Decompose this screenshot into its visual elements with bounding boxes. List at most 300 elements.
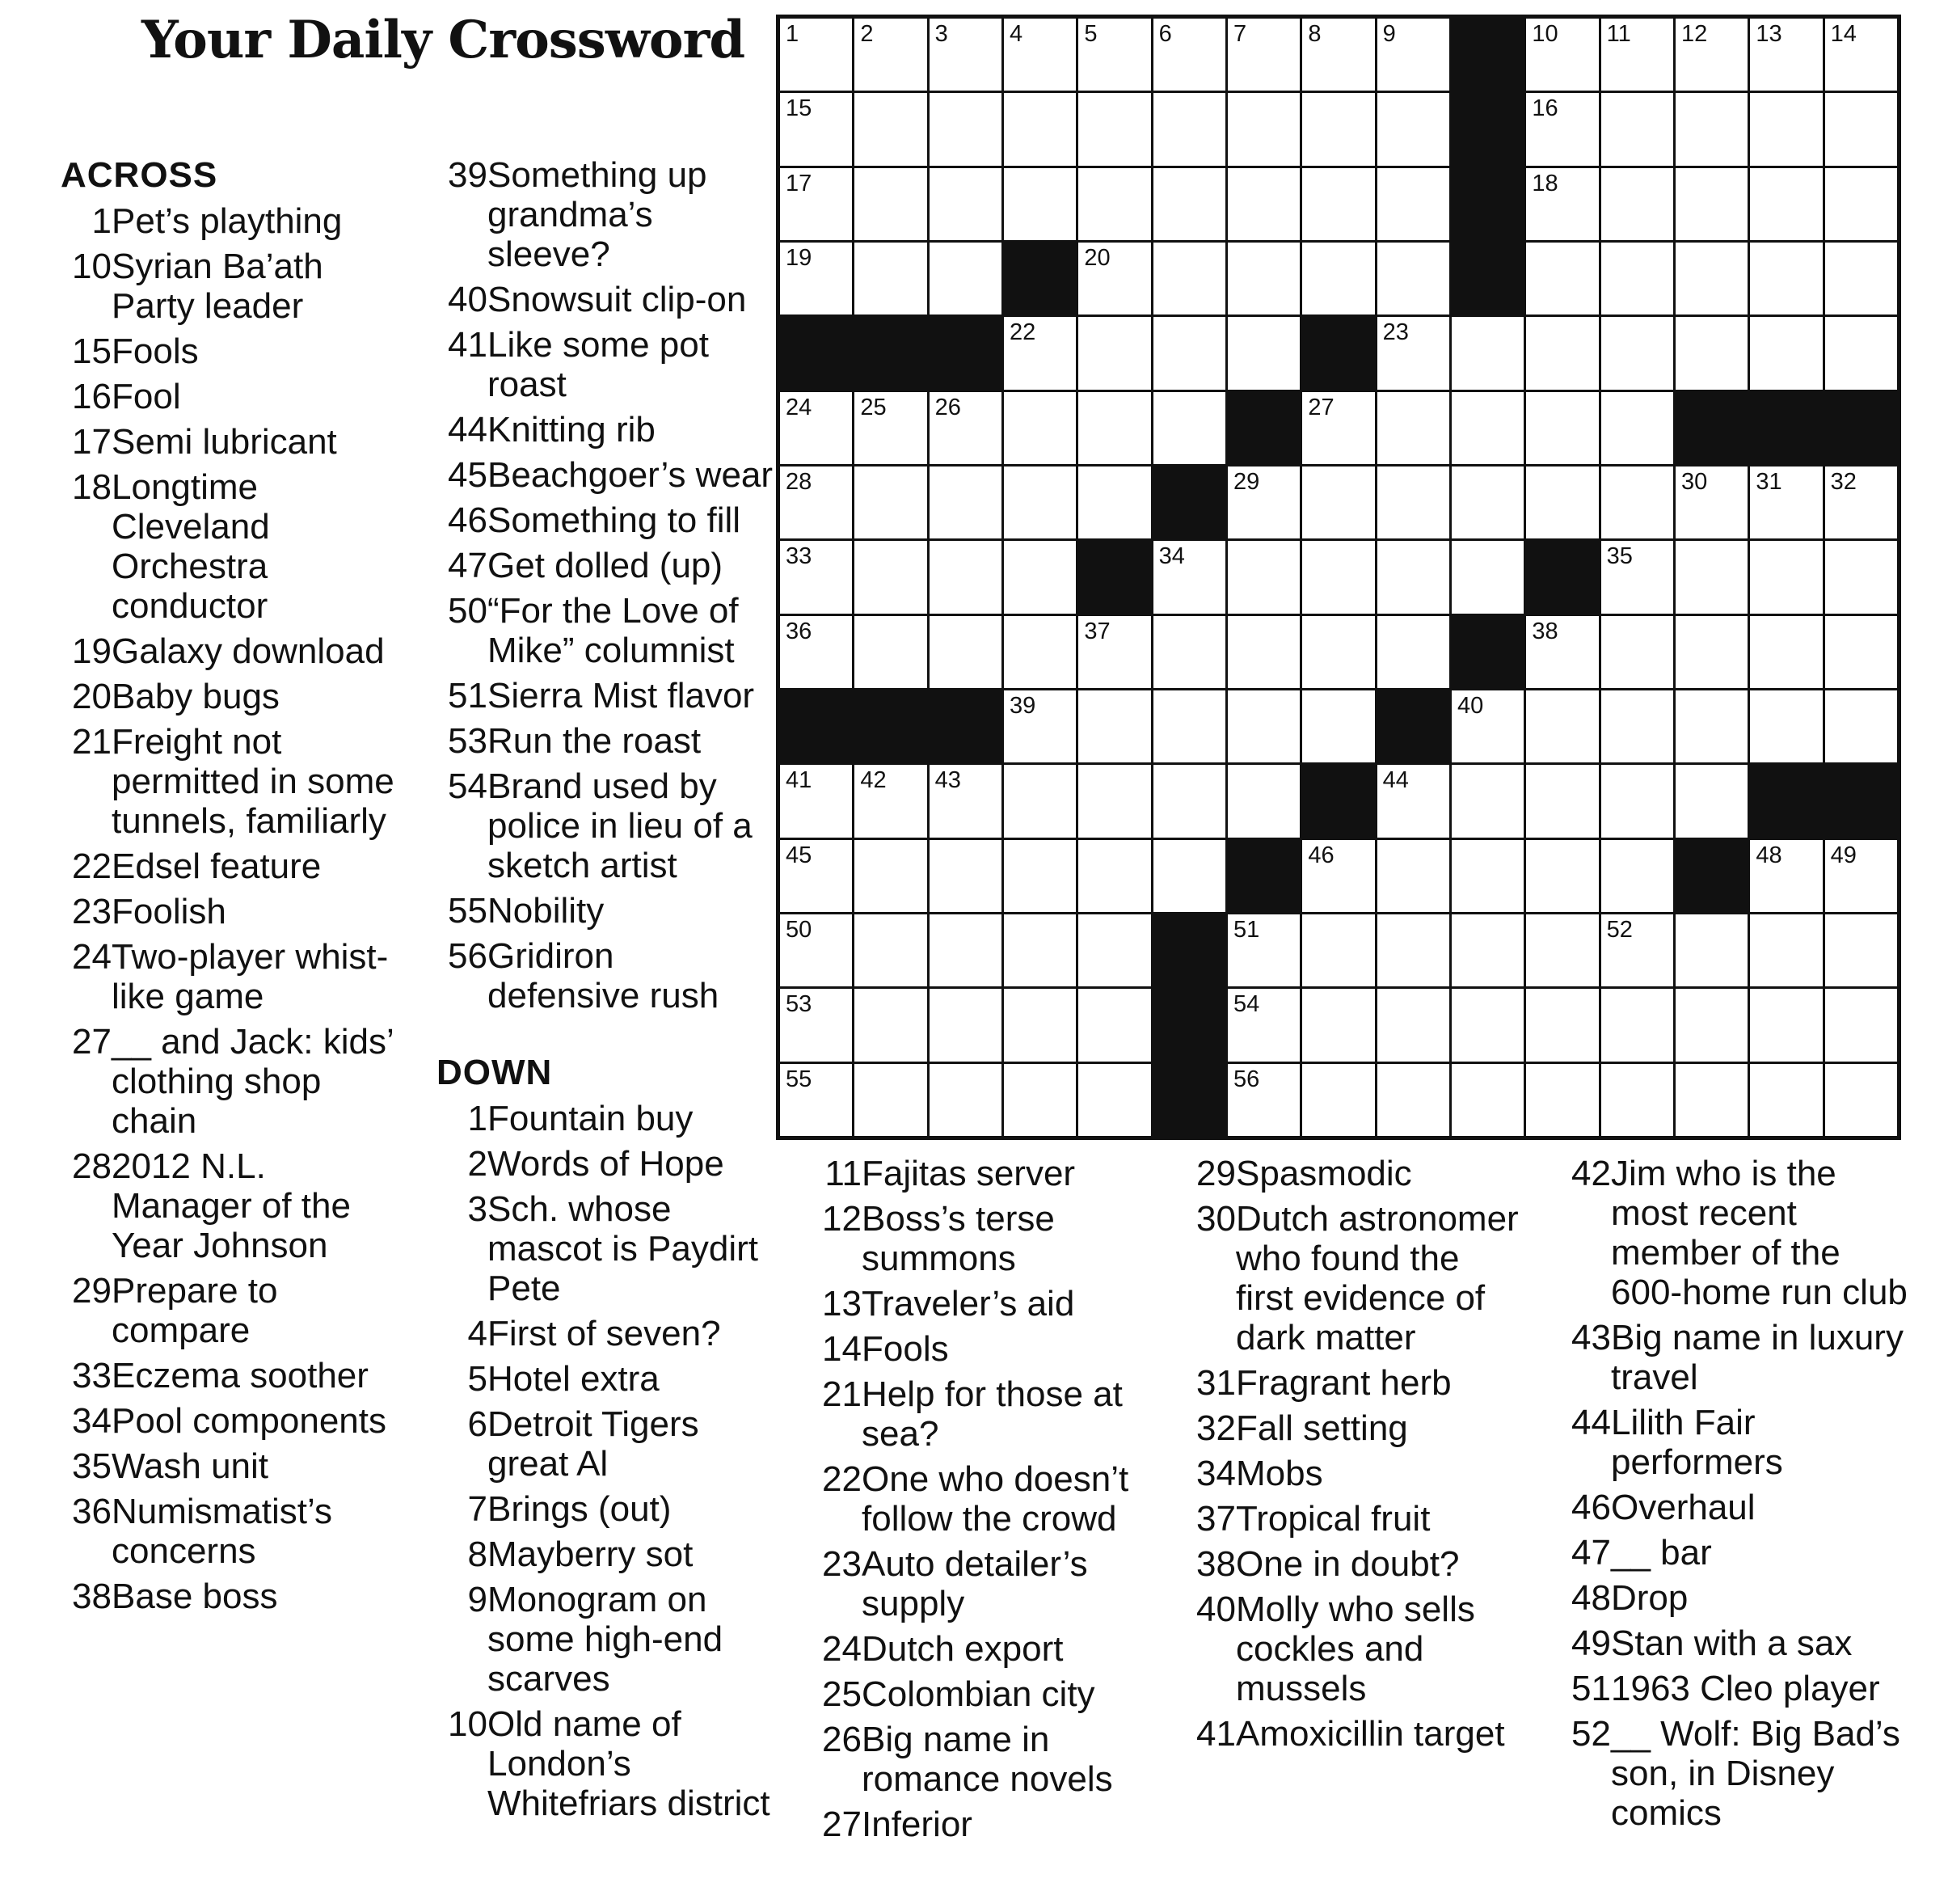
cell-number: 43 <box>934 767 961 794</box>
grid-cell[interactable] <box>1228 765 1300 837</box>
grid-cell[interactable] <box>1452 840 1524 912</box>
grid-cell[interactable] <box>1825 840 1897 912</box>
grid-cell[interactable] <box>1825 989 1897 1061</box>
grid-cell[interactable] <box>1228 19 1300 91</box>
down-clue <box>811 1629 1150 1669</box>
clue-number: 54 <box>448 766 487 806</box>
grid-cell[interactable] <box>780 541 852 613</box>
grid-cell[interactable] <box>1601 616 1673 688</box>
grid-cell[interactable] <box>854 840 926 912</box>
down-clue <box>1560 1623 1916 1663</box>
grid-cell[interactable] <box>1377 19 1449 91</box>
grid-cell[interactable] <box>1825 243 1897 315</box>
grid-cell[interactable] <box>1601 93 1673 165</box>
grid-cell[interactable] <box>1452 392 1524 464</box>
grid-cell[interactable] <box>1004 616 1076 688</box>
grid-cell[interactable] <box>1452 914 1524 986</box>
down-clue <box>436 1404 776 1484</box>
black-square <box>1228 392 1300 464</box>
grid-cell[interactable] <box>780 93 852 165</box>
grid-cell[interactable] <box>854 1064 926 1136</box>
clue-text: One who doesn’t follow the crowd <box>862 1459 1129 1539</box>
grid-cell[interactable] <box>1377 541 1449 613</box>
down-clue <box>1185 1454 1524 1493</box>
grid-cell[interactable] <box>1228 168 1300 240</box>
grid-cell[interactable] <box>1377 914 1449 986</box>
grid-cell[interactable] <box>1750 690 1822 762</box>
clue-number: 23 <box>822 1544 862 1584</box>
grid-cell[interactable] <box>1526 690 1598 762</box>
grid-cell[interactable] <box>1526 765 1598 837</box>
clue-text: Monogram on some high-end scarves <box>487 1580 723 1699</box>
grid-cell[interactable] <box>1377 989 1449 1061</box>
grid-cell[interactable] <box>1526 467 1598 538</box>
grid-cell[interactable] <box>1601 317 1673 389</box>
grid-cell[interactable] <box>1676 467 1748 538</box>
grid-cell[interactable] <box>930 989 1001 1061</box>
grid-cell[interactable] <box>1825 914 1897 986</box>
grid-cell[interactable] <box>1452 989 1524 1061</box>
grid-cell[interactable] <box>930 616 1001 688</box>
down-clue <box>436 1704 776 1823</box>
grid-cell[interactable] <box>854 616 926 688</box>
cell-number: 18 <box>1532 170 1558 196</box>
clue-text: Like some pot roast <box>487 325 709 404</box>
grid-cell[interactable] <box>1078 989 1150 1061</box>
grid-cell[interactable] <box>1452 765 1524 837</box>
grid-cell[interactable] <box>1750 840 1822 912</box>
grid-cell[interactable] <box>1750 93 1822 165</box>
grid-cell[interactable] <box>854 989 926 1061</box>
grid-cell[interactable] <box>1750 467 1822 538</box>
grid-cell[interactable] <box>854 243 926 315</box>
clue-number: 11 <box>824 1154 862 1193</box>
grid-cell[interactable] <box>1750 317 1822 389</box>
grid-cell[interactable] <box>1825 690 1897 762</box>
grid-cell[interactable] <box>930 541 1001 613</box>
down-clue <box>811 1544 1150 1623</box>
cell-number: 33 <box>786 543 812 570</box>
clue-number: 22 <box>822 1459 862 1499</box>
grid-cell[interactable] <box>1004 467 1076 538</box>
grid-cell[interactable] <box>854 914 926 986</box>
grid-cell[interactable] <box>1302 840 1374 912</box>
grid-cell[interactable] <box>1526 914 1598 986</box>
grid-cell[interactable] <box>1825 1064 1897 1136</box>
grid-cell[interactable] <box>1750 19 1822 91</box>
black-square <box>1153 1064 1225 1136</box>
clue-text: Eczema soother <box>112 1356 369 1395</box>
down-clue <box>1560 1154 1916 1312</box>
grid-cell[interactable] <box>1750 1064 1822 1136</box>
grid-cell[interactable] <box>1302 467 1374 538</box>
across-clue <box>436 591 776 670</box>
cell-number: 34 <box>1158 543 1185 570</box>
grid-cell[interactable] <box>1228 93 1300 165</box>
clue-text: Sch. whose mascot is Paydirt Pete <box>487 1189 758 1308</box>
down-clue <box>1560 1669 1916 1708</box>
cell-number: 36 <box>786 618 812 644</box>
grid-cell[interactable] <box>930 19 1001 91</box>
grid-cell[interactable] <box>854 19 926 91</box>
grid-cell[interactable] <box>1078 317 1150 389</box>
grid-cell[interactable] <box>1153 168 1225 240</box>
grid-cell[interactable] <box>1228 690 1300 762</box>
cell-number: 44 <box>1382 767 1409 794</box>
clue-text: Amoxicillin target <box>1236 1714 1505 1754</box>
grid-cell[interactable] <box>1526 616 1598 688</box>
grid-cell[interactable] <box>1153 765 1225 837</box>
clue-number: 41 <box>1196 1714 1236 1754</box>
grid-cell[interactable] <box>1526 989 1598 1061</box>
grid-cell[interactable] <box>1825 541 1897 613</box>
black-square <box>1153 467 1225 538</box>
grid-cell[interactable] <box>1228 616 1300 688</box>
grid-cell[interactable] <box>1377 93 1449 165</box>
grid-cell[interactable] <box>1078 392 1150 464</box>
cell-number: 22 <box>1010 319 1036 346</box>
grid-cell[interactable] <box>1526 93 1598 165</box>
grid-cell[interactable] <box>1228 243 1300 315</box>
down-clue <box>811 1674 1150 1714</box>
grid-cell[interactable] <box>1004 541 1076 613</box>
grid-cell[interactable] <box>1526 392 1598 464</box>
grid-cell[interactable] <box>1601 243 1673 315</box>
grid-cell[interactable] <box>1153 690 1225 762</box>
grid-cell[interactable] <box>1526 19 1598 91</box>
grid-cell[interactable] <box>1153 541 1225 613</box>
grid-cell[interactable] <box>1601 690 1673 762</box>
black-square <box>1302 317 1374 389</box>
across-clue <box>436 891 776 931</box>
clue-text: Sierra Mist flavor <box>487 676 755 716</box>
clue-text: Dutch astronomer who found the first evidence of dark matter <box>1236 1199 1519 1357</box>
clue-text: Beachgoer’s wear <box>487 455 774 495</box>
grid-cell[interactable] <box>1526 317 1598 389</box>
down-clue <box>436 1314 776 1353</box>
grid-cell[interactable] <box>1078 765 1150 837</box>
grid-cell[interactable] <box>854 392 926 464</box>
grid-cell[interactable] <box>780 840 852 912</box>
down-clue <box>811 1374 1150 1454</box>
black-square <box>930 690 1001 762</box>
grid-cell[interactable] <box>1825 467 1897 538</box>
grid-cell[interactable] <box>930 93 1001 165</box>
grid-cell[interactable] <box>854 168 926 240</box>
clue-text: Snowsuit clip-on <box>487 280 747 319</box>
grid-cell[interactable] <box>1228 989 1300 1061</box>
cell-number: 8 <box>1308 21 1322 47</box>
grid-cell[interactable] <box>1078 168 1150 240</box>
grid-cell[interactable] <box>1452 690 1524 762</box>
grid-cell[interactable] <box>780 1064 852 1136</box>
grid-cell[interactable] <box>1078 1064 1150 1136</box>
grid-cell[interactable] <box>1601 765 1673 837</box>
grid-cell[interactable] <box>1078 840 1150 912</box>
grid-cell[interactable] <box>1452 1064 1524 1136</box>
black-square <box>1452 19 1524 91</box>
grid-cell[interactable] <box>1004 1064 1076 1136</box>
grid-cell[interactable] <box>1601 19 1673 91</box>
grid-cell[interactable] <box>854 541 926 613</box>
grid-cell[interactable] <box>1750 616 1822 688</box>
clue-number: 16 <box>72 377 112 416</box>
grid-cell[interactable] <box>1526 168 1598 240</box>
clue-number: 31 <box>1196 1363 1236 1403</box>
grid-cell[interactable] <box>930 467 1001 538</box>
grid-cell[interactable] <box>1377 765 1449 837</box>
clue-text: Get dolled (up) <box>487 546 723 585</box>
grid-cell[interactable] <box>1153 19 1225 91</box>
grid-cell[interactable] <box>1078 19 1150 91</box>
grid-cell[interactable] <box>780 914 852 986</box>
cell-number: 16 <box>1532 95 1558 122</box>
grid-cell[interactable] <box>1078 93 1150 165</box>
grid-cell[interactable] <box>1302 914 1374 986</box>
grid-cell[interactable] <box>1750 914 1822 986</box>
black-square <box>930 317 1001 389</box>
clue-number: 3 <box>467 1189 487 1229</box>
grid-cell[interactable] <box>930 168 1001 240</box>
grid-cell[interactable] <box>1452 317 1524 389</box>
grid-cell[interactable] <box>1377 392 1449 464</box>
grid-cell[interactable] <box>1750 243 1822 315</box>
across-clue <box>61 1356 400 1395</box>
clue-text: First of seven? <box>487 1314 721 1353</box>
grid-cell[interactable] <box>1676 616 1748 688</box>
grid-cell[interactable] <box>1601 1064 1673 1136</box>
black-square <box>1526 541 1598 613</box>
grid-cell[interactable] <box>1676 317 1748 389</box>
grid-cell[interactable] <box>1377 243 1449 315</box>
grid-cell[interactable] <box>1377 467 1449 538</box>
down-clue <box>436 1189 776 1308</box>
grid-cell[interactable] <box>1153 392 1225 464</box>
cell-number: 3 <box>934 21 948 47</box>
cell-number: 6 <box>1158 21 1172 47</box>
grid-cell[interactable] <box>1302 616 1374 688</box>
grid-cell[interactable] <box>1601 989 1673 1061</box>
cell-number: 35 <box>1606 543 1633 570</box>
grid-cell[interactable] <box>1078 467 1150 538</box>
grid-cell[interactable] <box>1228 914 1300 986</box>
grid-cell[interactable] <box>854 467 926 538</box>
across-clue <box>61 937 400 1016</box>
clue-text: Mobs <box>1236 1454 1323 1493</box>
clue-text: “For the Love of Mike” columnist <box>487 591 739 670</box>
down-clue <box>811 1284 1150 1324</box>
grid-cell[interactable] <box>1153 93 1225 165</box>
grid-cell[interactable] <box>1750 168 1822 240</box>
across-clue <box>61 722 400 841</box>
grid-cell[interactable] <box>1377 168 1449 240</box>
grid-cell[interactable] <box>1004 93 1076 165</box>
grid-cell[interactable] <box>1452 541 1524 613</box>
grid-cell[interactable] <box>780 392 852 464</box>
grid-cell[interactable] <box>1377 317 1449 389</box>
grid-cell[interactable] <box>1302 243 1374 315</box>
grid-cell[interactable] <box>1750 989 1822 1061</box>
grid-cell[interactable] <box>780 467 852 538</box>
grid-cell[interactable] <box>1750 541 1822 613</box>
across-list-part-1 <box>61 201 400 1616</box>
cell-number: 39 <box>1010 693 1036 719</box>
clue-column-1 <box>61 155 400 1622</box>
clue-number: 23 <box>72 892 112 931</box>
grid-cell[interactable] <box>1676 1064 1748 1136</box>
grid-cell[interactable] <box>1676 19 1748 91</box>
clue-number: 49 <box>1571 1623 1611 1663</box>
grid-cell[interactable] <box>1377 616 1449 688</box>
grid-cell[interactable] <box>1004 392 1076 464</box>
clue-number: 38 <box>1196 1544 1236 1584</box>
grid-cell[interactable] <box>930 1064 1001 1136</box>
grid-cell[interactable] <box>930 243 1001 315</box>
black-square <box>854 690 926 762</box>
across-clue <box>436 410 776 450</box>
across-clue <box>61 1271 400 1350</box>
grid-cell[interactable] <box>1004 765 1076 837</box>
grid-cell[interactable] <box>1078 243 1150 315</box>
clue-text: Brings (out) <box>487 1489 672 1529</box>
grid-cell[interactable] <box>1676 690 1748 762</box>
grid-cell[interactable] <box>1004 840 1076 912</box>
clue-text: Tropical fruit <box>1236 1499 1431 1539</box>
grid-cell[interactable] <box>1078 616 1150 688</box>
grid-cell[interactable] <box>930 840 1001 912</box>
grid-cell[interactable] <box>1601 840 1673 912</box>
grid-cell[interactable] <box>1153 317 1225 389</box>
grid-cell[interactable] <box>780 243 852 315</box>
grid-cell[interactable] <box>930 392 1001 464</box>
grid-cell[interactable] <box>1302 19 1374 91</box>
grid-cell[interactable] <box>1676 168 1748 240</box>
grid-cell[interactable] <box>1228 317 1300 389</box>
grid-cell[interactable] <box>1526 840 1598 912</box>
grid-cell[interactable] <box>1601 541 1673 613</box>
grid-cell[interactable] <box>1004 317 1076 389</box>
clue-number: 26 <box>822 1720 862 1759</box>
grid-cell[interactable] <box>1825 19 1897 91</box>
cell-number: 9 <box>1382 21 1396 47</box>
grid-cell[interactable] <box>1302 989 1374 1061</box>
clue-number: 40 <box>448 280 487 319</box>
grid-cell[interactable] <box>1302 1064 1374 1136</box>
clue-text: 2012 N.L. Manager of the Year Johnson <box>112 1146 351 1265</box>
grid-cell[interactable] <box>1676 989 1748 1061</box>
grid-cell[interactable] <box>780 989 852 1061</box>
grid-cell[interactable] <box>780 19 852 91</box>
cell-number: 51 <box>1233 917 1260 943</box>
grid-cell[interactable] <box>1601 467 1673 538</box>
grid-cell[interactable] <box>1004 690 1076 762</box>
clue-number: 42 <box>1571 1154 1611 1193</box>
grid-cell[interactable] <box>1302 93 1374 165</box>
grid-cell[interactable] <box>854 765 926 837</box>
grid-cell[interactable] <box>1601 914 1673 986</box>
grid-cell[interactable] <box>780 616 852 688</box>
cell-number: 15 <box>786 95 812 122</box>
black-square <box>1153 914 1225 986</box>
down-clue <box>1185 1544 1524 1584</box>
cell-number: 4 <box>1010 21 1023 47</box>
clue-text: Something to fill <box>487 500 741 540</box>
grid-cell[interactable] <box>1302 392 1374 464</box>
clue-number: 37 <box>1196 1499 1236 1539</box>
grid-cell[interactable] <box>1377 840 1449 912</box>
grid-cell[interactable] <box>1676 541 1748 613</box>
clue-text: __ bar <box>1611 1533 1712 1573</box>
clue-number: 19 <box>72 631 112 671</box>
grid-cell[interactable] <box>930 765 1001 837</box>
grid-cell[interactable] <box>1004 19 1076 91</box>
grid-cell[interactable] <box>1825 168 1897 240</box>
grid-cell[interactable] <box>1302 168 1374 240</box>
clue-column-4 <box>1185 1154 1524 1759</box>
black-square <box>780 690 852 762</box>
grid-cell[interactable] <box>1676 243 1748 315</box>
grid-cell[interactable] <box>780 765 852 837</box>
grid-cell[interactable] <box>1825 317 1897 389</box>
grid-cell[interactable] <box>1825 93 1897 165</box>
grid-cell[interactable] <box>1153 840 1225 912</box>
clue-text: Two-player whist-like game <box>112 937 389 1016</box>
grid-cell[interactable] <box>1078 914 1150 986</box>
grid-cell[interactable] <box>1526 1064 1598 1136</box>
across-clue <box>61 377 400 416</box>
grid-cell[interactable] <box>854 93 926 165</box>
grid-cell[interactable] <box>1004 914 1076 986</box>
grid-cell[interactable] <box>1526 243 1598 315</box>
grid-cell[interactable] <box>1004 989 1076 1061</box>
clue-text: Edsel feature <box>112 846 322 886</box>
grid-cell[interactable] <box>930 914 1001 986</box>
grid-cell[interactable] <box>1153 616 1225 688</box>
grid-cell[interactable] <box>1228 541 1300 613</box>
down-clue <box>1185 1589 1524 1708</box>
down-clue <box>811 1199 1150 1278</box>
grid-cell[interactable] <box>1825 616 1897 688</box>
grid-cell[interactable] <box>1377 1064 1449 1136</box>
grid-cell[interactable] <box>1601 168 1673 240</box>
grid-cell[interactable] <box>1452 467 1524 538</box>
clue-number: 20 <box>72 677 112 716</box>
grid-cell[interactable] <box>780 168 852 240</box>
grid-cell[interactable] <box>1676 914 1748 986</box>
across-clue <box>436 280 776 319</box>
cell-number: 2 <box>860 21 874 47</box>
clue-text: Mayberry sot <box>487 1535 694 1574</box>
grid-cell[interactable] <box>1601 392 1673 464</box>
grid-cell[interactable] <box>1004 168 1076 240</box>
cell-number: 7 <box>1233 21 1247 47</box>
down-clue <box>1560 1488 1916 1527</box>
grid-cell[interactable] <box>1153 243 1225 315</box>
grid-cell[interactable] <box>1676 765 1748 837</box>
across-heading: ACROSS <box>61 155 218 195</box>
cell-number: 25 <box>860 394 887 420</box>
clue-number: 39 <box>448 155 487 195</box>
grid-cell[interactable] <box>1302 690 1374 762</box>
grid-cell[interactable] <box>1676 93 1748 165</box>
grid-cell[interactable] <box>1228 1064 1300 1136</box>
grid-cell[interactable] <box>1228 467 1300 538</box>
grid-cell[interactable] <box>1302 541 1374 613</box>
down-clue <box>811 1459 1150 1539</box>
black-square <box>1676 840 1748 912</box>
clue-number: 27 <box>822 1805 862 1844</box>
grid-cell[interactable] <box>1078 690 1150 762</box>
